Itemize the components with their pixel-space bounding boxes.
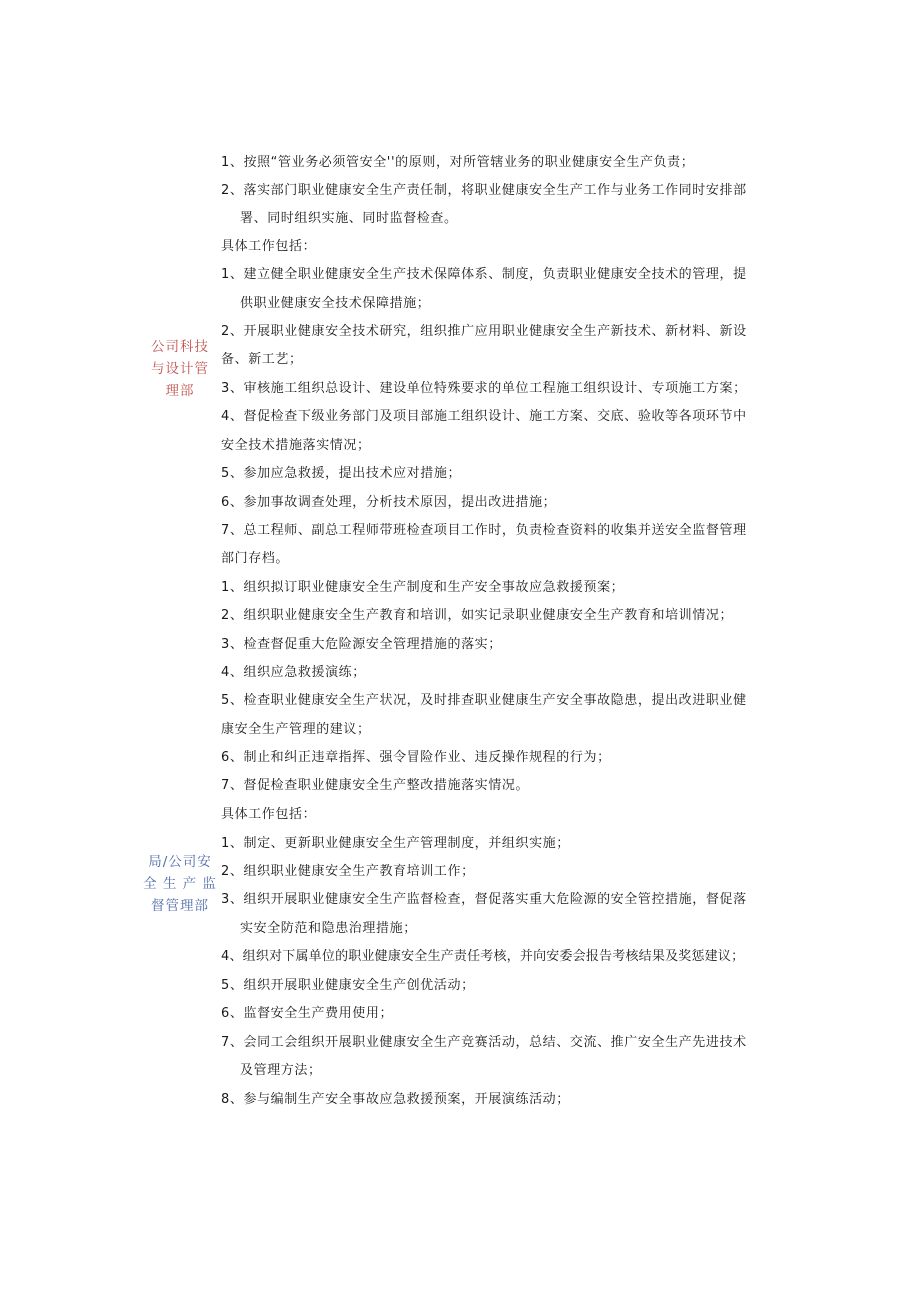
duty-line: 5、组织开展职业健康安全生产创优活动； (221, 978, 475, 993)
duty-line: 备、新工艺； (221, 352, 303, 367)
department-label-line: 全 生 产 监 (143, 876, 217, 892)
duty-line: 8、参与编制生产安全事故应急救援预案，开展演练活动； (221, 1092, 570, 1107)
department-label-line: 公司科技 (151, 339, 209, 355)
duty-line: 7、会同工会组织开展职业健康安全生产竞赛活动，总结、交流、推广安全生产先进技术 (221, 1035, 747, 1050)
duty-line: 安全技术措施落实情况； (221, 438, 371, 453)
duty-line: 署、同时组织实施、同时监督检查。 (240, 211, 458, 226)
duty-line: 7、总工程师、副总工程师带班检查项目工作时，负责检查资料的收集并送安全监督管理 (221, 523, 747, 538)
duty-line: 具体工作包括： (221, 807, 317, 822)
department-label-safety-supervision (139, 851, 221, 917)
department-label-line: 督管理部 (151, 898, 209, 914)
duty-line: 1、制定、更新职业健康安全生产管理制度，并组织实施； (221, 836, 570, 851)
duty-line: 5、检查职业健康安全生产状况，及时排查职业健康生产安全事故隐患，提出改进职业健 (221, 693, 747, 708)
duty-line: 6、参加事故调查处理，分析技术原因，提出改进措施； (221, 495, 557, 510)
duty-line: 2、组织职业健康安全生产教育培训工作； (221, 864, 475, 879)
duty-line: 供职业健康安全技术保障措施； (240, 296, 431, 311)
duty-line: 1、建立健全职业健康安全生产技术保障体系、制度，负责职业健康安全技术的管理，提 (221, 267, 747, 282)
department-label-line: 与设计管 (151, 361, 209, 377)
duty-line: 2、开展职业健康安全技术研究，组织推广应用职业健康安全生产新技术、新材料、新设 (221, 324, 747, 339)
duty-line: 及管理方法； (240, 1063, 322, 1078)
duty-line: 6、监督安全生产费用使用； (221, 1006, 394, 1021)
duty-line: 3、组织开展职业健康安全生产监督检查，督促落实重大危险源的安全管控措施，督促落 (221, 892, 747, 907)
duty-line: 康安全生产管理的建议； (221, 722, 371, 737)
duty-line: 1、组织拟订职业健康安全生产制度和生产安全事故应急救援预案； (221, 580, 625, 595)
duty-line: 实安全防范和隐患治理措施； (240, 921, 417, 936)
department-label-line: 理部 (165, 383, 195, 399)
duty-line: 4、组织对下属单位的职业健康安全生产责任考核，并向安委会报告考核结果及奖惩建议； (221, 949, 745, 964)
duty-line: 4、组织应急救援演练； (221, 665, 366, 680)
duty-line: 3、审核施工组织总设计、建设单位特殊要求的单位工程施工组织设计、专项施工方案； (221, 381, 747, 396)
duty-line: 4、督促检查下级业务部门及项目部施工组织设计、施工方案、交底、验收等各项环节中 (221, 409, 747, 424)
department-label-tech-design (143, 336, 217, 402)
duty-line: 6、制止和纠正违章指挥、强令冒险作业、违反操作规程的行为； (221, 750, 611, 765)
duty-line: 部门存档。 (221, 551, 290, 566)
duty-line: 1、按照“管业务必须管安全''的原则，对所管辖业务的职业健康安全生产负责； (221, 155, 695, 170)
department-label-line: 局/公司安 (148, 854, 212, 870)
duty-line: 5、参加应急救援，提出技术应对措施； (221, 466, 462, 481)
duty-line: 2、落实部门职业健康安全生产责任制，将职业健康安全生产工作与业务工作同时安排部 (221, 183, 747, 198)
duty-line: 2、组织职业健康安全生产教育和培训，如实记录职业健康安全生产教育和培训情况； (221, 608, 734, 623)
duty-line: 7、督促检查职业健康安全生产整改措施落实情况。 (221, 778, 530, 793)
duty-line: 具体工作包括： (221, 239, 317, 254)
duty-line: 3、检查督促重大危险源安全管理措施的落实； (221, 637, 502, 652)
